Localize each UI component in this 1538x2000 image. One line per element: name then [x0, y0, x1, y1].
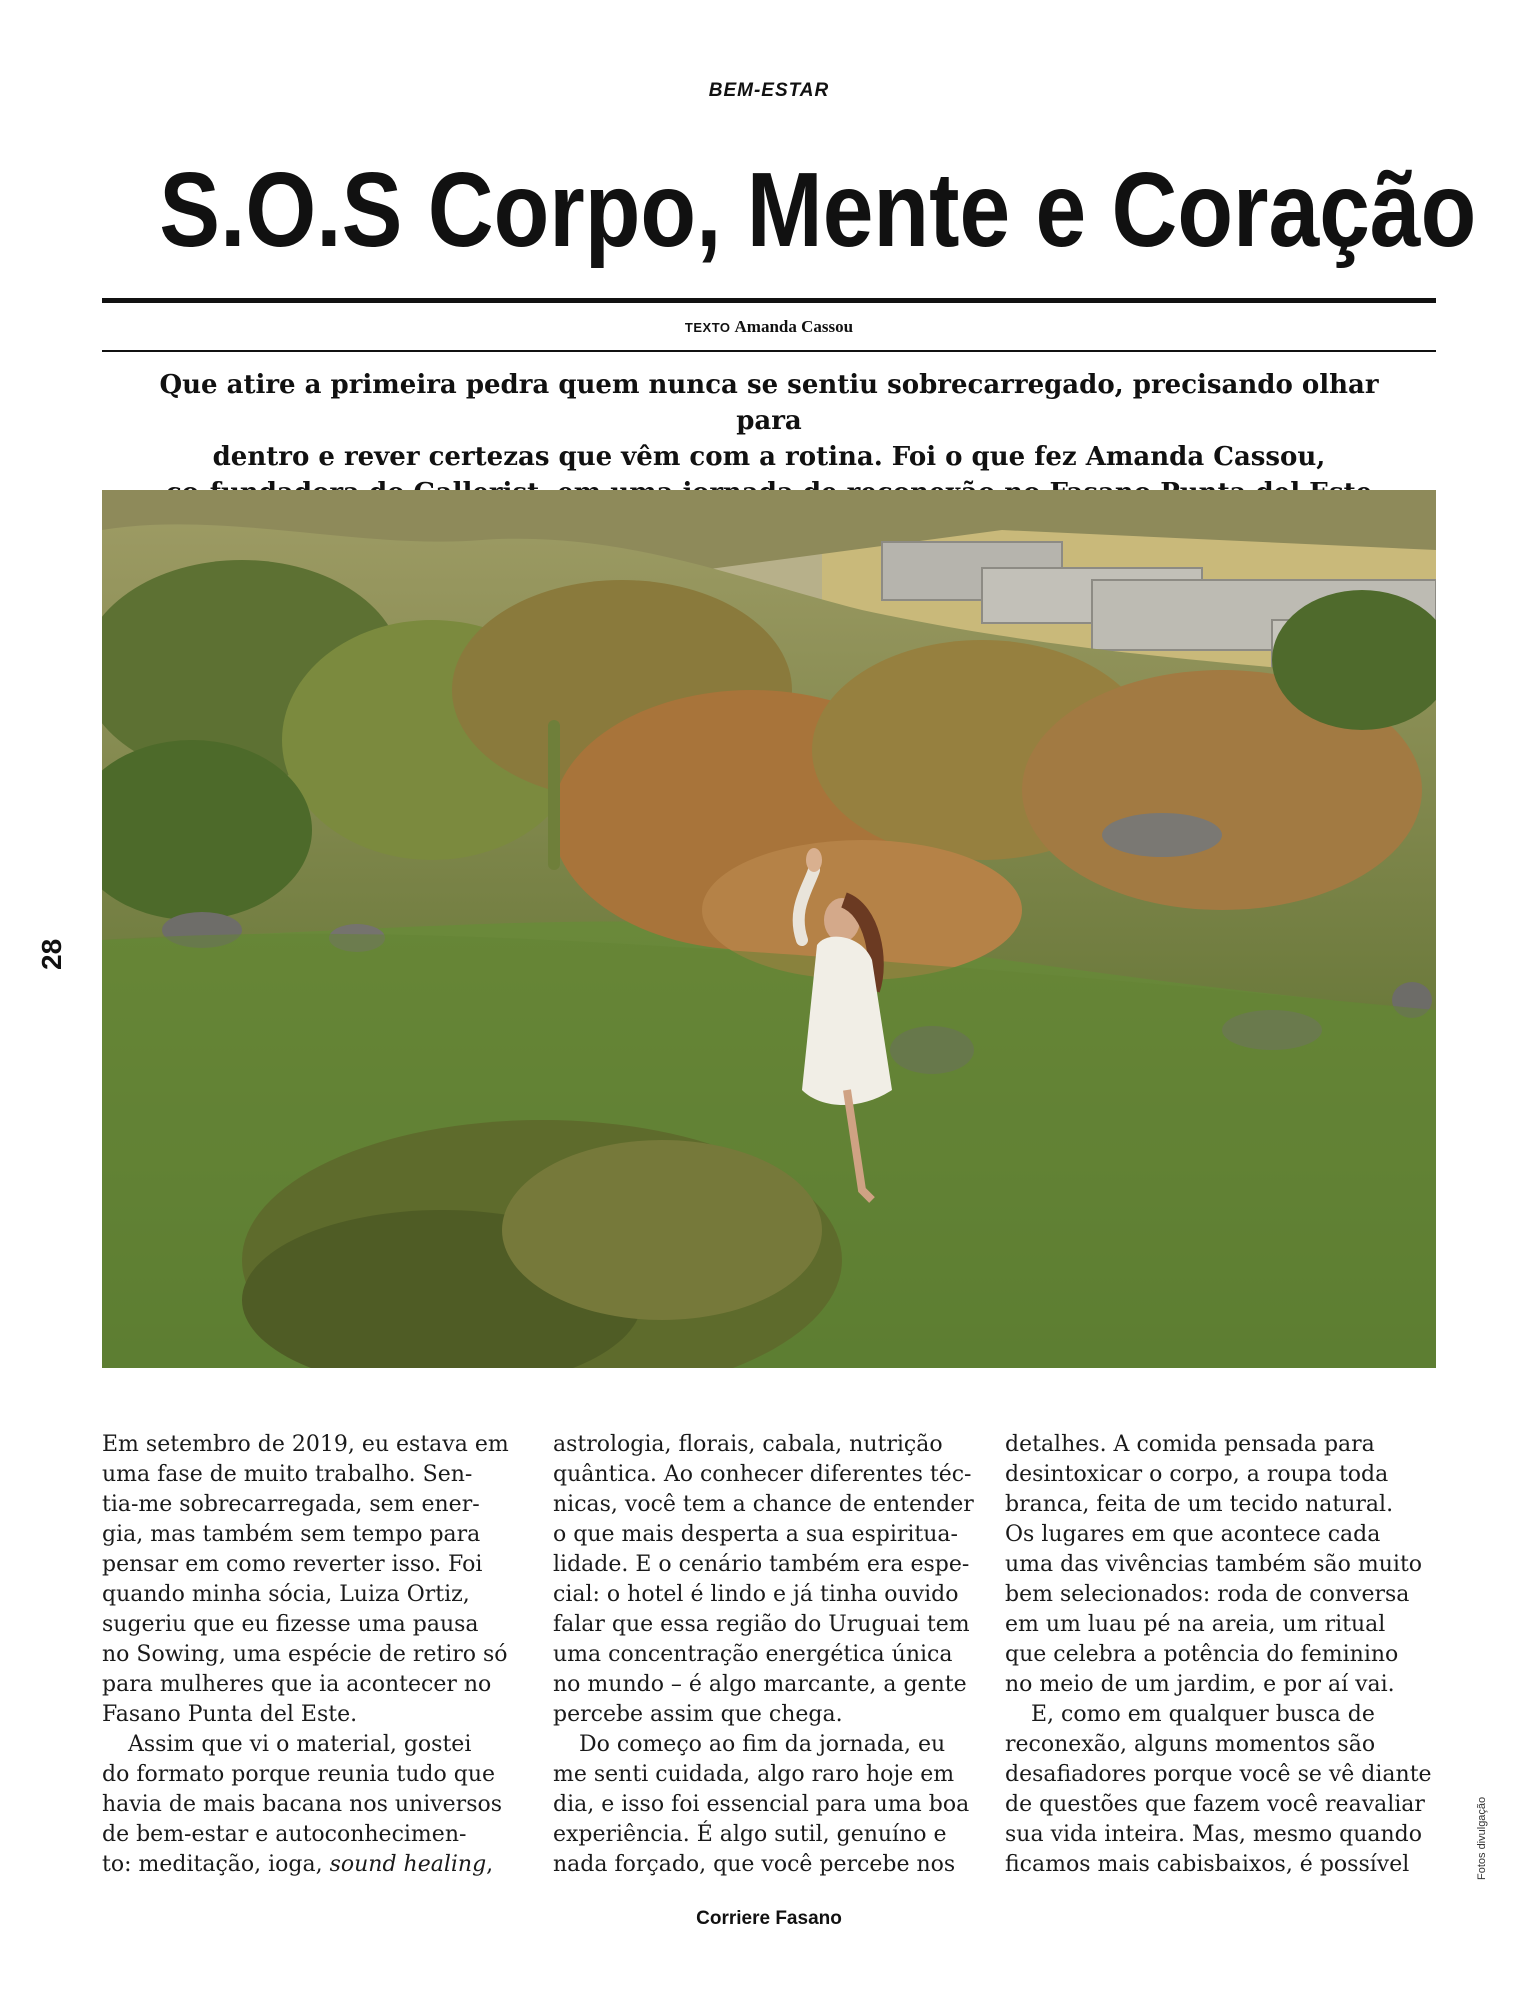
body-italic-term: sound healing [329, 1852, 487, 1877]
body-line: uma concentração energética única [553, 1642, 953, 1667]
body-line: tia-me sobrecarregada, sem ener- [102, 1492, 480, 1517]
body-line: no mundo – é algo marcante, a gente [553, 1672, 967, 1697]
body-line: me senti cuidada, algo raro hoje em [553, 1762, 955, 1787]
body-line: experiência. É algo sutil, genuíno e [553, 1822, 947, 1847]
body-line: lidade. E o cenário também era espe- [553, 1552, 970, 1577]
headline: S.O.S Corpo, Mente e Coração [159, 151, 1477, 269]
body-line: reconexão, alguns momentos são [1005, 1732, 1376, 1757]
body-text: , [486, 1852, 494, 1877]
body-line: quântica. Ao conhecer diferentes téc- [553, 1462, 972, 1487]
body-line: do formato porque reunia tudo que [102, 1762, 496, 1787]
body-line: percebe assim que chega. [553, 1702, 843, 1727]
body-line: branca, feita de um tecido natural. [1005, 1492, 1394, 1517]
headline-rule [102, 298, 1436, 303]
body-column-3 [1005, 1430, 1435, 1890]
body-line: no Sowing, uma espécie de retiro só [102, 1642, 508, 1667]
body-line: bem selecionados: roda de conversa [1005, 1582, 1410, 1607]
byline [0, 317, 1538, 337]
body-line: para mulheres que ia acontecer no [102, 1672, 492, 1697]
publication-footer: Corriere Fasano [696, 1908, 842, 1929]
body-line: quando minha sócia, Luiza Ortiz, [102, 1582, 470, 1607]
body-column-2 [553, 1430, 983, 1890]
body-line: havia de mais bacana nos universos [102, 1792, 503, 1817]
body-line: ficamos mais cabisbaixos, é possível [1005, 1852, 1410, 1877]
body-line: sugeriu que eu fizesse uma pausa [102, 1612, 479, 1637]
landscape-photo-illustration [102, 490, 1436, 1368]
body-line: pensar em como reverter isso. Foi [102, 1552, 483, 1577]
hero-photo [102, 490, 1436, 1368]
body-line: falar que essa região do Uruguai tem [553, 1612, 970, 1637]
byline-rule [102, 350, 1436, 352]
body-line: nicas, você tem a chance de entender [553, 1492, 974, 1517]
body-line: em um luau pé na areia, um ritual [1005, 1612, 1386, 1637]
body-line: o que mais desperta a sua espiritua- [553, 1522, 958, 1547]
byline-tag: TEXTO [684, 320, 731, 335]
body-line: uma fase de muito trabalho. Sen- [102, 1462, 473, 1487]
body-line: E, como em qualquer busca de [1031, 1702, 1375, 1727]
lede-line: Que atire a primeira pedra quem nunca se sentiu sobrecarregado, precisando olhar para [159, 370, 1379, 436]
body-line: sua vida inteira. Mas, mesmo quando [1005, 1822, 1423, 1847]
body-line: Do começo ao fim da jornada, eu [579, 1732, 946, 1757]
body-line: de bem-estar e autoconhecimen- [102, 1822, 467, 1847]
body-line: que celebra a potência do feminino [1005, 1642, 1399, 1667]
body-line: uma das vivências também são muito [1005, 1552, 1423, 1577]
body-line: nada forçado, que você percebe nos [553, 1852, 956, 1877]
body-line: Fasano Punta del Este. [102, 1702, 358, 1727]
body-line: dia, e isso foi essencial para uma boa [553, 1792, 970, 1817]
section-label: BEM-ESTAR [708, 80, 830, 101]
body-line: desintoxicar o corpo, a roupa toda [1005, 1462, 1389, 1487]
body-line: gia, mas também sem tempo para [102, 1522, 481, 1547]
body-line: Assim que vi o material, gostei [128, 1732, 472, 1757]
body-line: de questões que fazem você reavaliar [1005, 1792, 1425, 1817]
body-line-last [102, 1850, 532, 1880]
byline-author: Amanda Cassou [734, 317, 854, 336]
body-line: Em setembro de 2019, eu estava em [102, 1432, 509, 1457]
body-column-1 [102, 1430, 532, 1890]
lede-line: dentro e rever certezas que vêm com a rotina. Foi o que fez Amanda Cassou, [212, 442, 1326, 472]
body-line: no meio de um jardim, e por aí vai. [1005, 1672, 1395, 1697]
body-line: cial: o hotel é lindo e já tinha ouvido [553, 1582, 959, 1607]
page-number: 28 [36, 938, 67, 970]
body-line: astrologia, florais, cabala, nutrição [553, 1432, 943, 1457]
body-line: desafiadores porque você se vê diante [1005, 1762, 1432, 1787]
body-text: to: meditação, ioga, [102, 1852, 330, 1877]
photo-credit: Fotos divulgação [1476, 1796, 1488, 1880]
body-line: Os lugares em que acontece cada [1005, 1522, 1381, 1547]
body-line: detalhes. A comida pensada para [1005, 1432, 1375, 1457]
